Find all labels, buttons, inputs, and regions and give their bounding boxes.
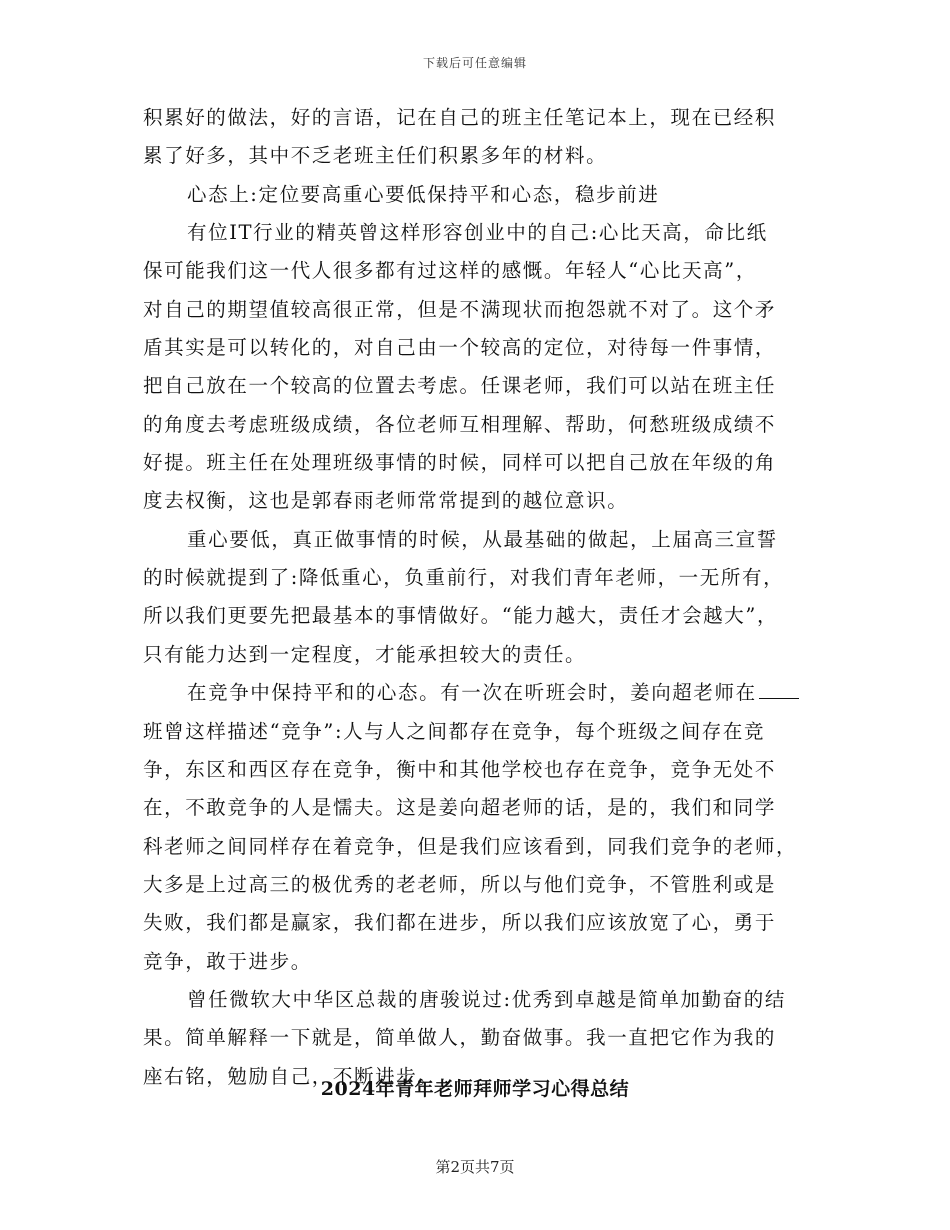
text-line xyxy=(143,521,807,559)
text-line xyxy=(143,329,807,367)
text-line xyxy=(143,789,807,827)
text-line xyxy=(143,176,807,214)
text-line-content: 曾任微软大中华区总裁的唐骏说过:优秀到卓越是简单加勤奋的结 xyxy=(187,987,786,1011)
text-line-content: 心态上:定位要高重心要低保持平和心态，稳步前进 xyxy=(187,182,660,206)
text-line-content: 重心要低，真正做事情的时候，从最基础的做起，上届高三宣誓 xyxy=(187,527,778,551)
text-line-content: 的时候就提到了:降低重心，负重前行，对我们青年老师，一无所有， xyxy=(143,566,785,590)
text-line-content: 竞争，敢于进步。 xyxy=(143,949,312,973)
text-line-content: 度去权衡，这也是郭春雨老师常常提到的越位意识。 xyxy=(143,489,629,513)
text-line xyxy=(143,214,807,252)
text-line xyxy=(143,597,807,635)
text-line xyxy=(143,99,807,137)
text-line xyxy=(143,444,807,482)
text-line-content: 的角度去考虑班级成绩，各位老师互相理解、帮助，何愁班级成绩不 xyxy=(143,412,777,436)
text-line xyxy=(143,674,807,712)
body-text xyxy=(143,99,807,1096)
text-line-content: 把自己放在一个较高的位置去考虑。任课老师，我们可以站在班主任 xyxy=(143,374,777,398)
text-line xyxy=(143,291,807,329)
text-line-content: 保可能我们这一代人很多都有过这样的感慨。年轻人“心比天高”， xyxy=(143,259,757,283)
text-line-content: 只有能力达到一定程度，才能承担较大的责任。 xyxy=(143,642,587,666)
text-line xyxy=(143,367,807,405)
header-note: 下载后可任意编辑 xyxy=(422,56,527,70)
text-line-content: 大多是上过高三的极优秀的老老师，所以与他们竞争，不管胜利或是 xyxy=(143,872,777,896)
text-line xyxy=(143,751,807,789)
text-line-content: 累了好多，其中不乏老班主任们积累多年的材料。 xyxy=(143,144,608,168)
text-line xyxy=(143,904,807,942)
text-line-content: 失败，我们都是赢家，我们都在进步，所以我们应该放宽了心，勇于 xyxy=(143,911,777,935)
text-line-content: 班曾这样描述“竞争”:人与人之间都存在竞争，每个班级之间存在竞 xyxy=(143,719,766,743)
text-line-content: 所以我们更要先把最基本的事情做好。“能力越大，责任才会越大”， xyxy=(143,604,779,628)
text-line xyxy=(143,559,807,597)
text-line xyxy=(143,252,807,290)
text-line-content: 在，不敢竞争的人是懦夫。这是姜向超老师的话，是的，我们和同学 xyxy=(143,796,777,820)
text-line xyxy=(143,406,807,444)
text-line-content: 果。简单解释一下就是，简单做人，勤奋做事。我一直把它作为我的 xyxy=(143,1026,777,1050)
page-number: 第2页共7页 xyxy=(435,1158,515,1176)
text-line-content: 在竞争中保持平和的心态。有一次在听班会时，姜向超老师在 xyxy=(187,681,757,705)
text-line xyxy=(143,981,807,1019)
fill-in-blank xyxy=(759,678,799,699)
text-line xyxy=(143,713,807,751)
text-line xyxy=(143,866,807,904)
text-line-content: 对自己的期望值较高很正常，但是不满现状而抱怨就不对了。这个矛 xyxy=(143,297,777,321)
text-line xyxy=(143,1019,807,1057)
text-line-content: 座右铭，勉励自己，不断进步。 xyxy=(143,1064,439,1088)
text-line xyxy=(143,137,807,175)
text-line-content: 好提。班主任在处理班级事情的时候，同样可以把自己放在年级的角 xyxy=(143,451,777,475)
section-title: 2024年青年老师拜师学习心得总结 xyxy=(320,1078,630,1100)
text-line-content: 盾其实是可以转化的，对自己由一个较高的定位，对待每一件事情， xyxy=(143,336,777,360)
text-line xyxy=(143,828,807,866)
text-line-content: 争，东区和西区存在竞争，衡中和其他学校也存在竞争，竞争无处不 xyxy=(143,757,777,781)
text-line xyxy=(143,636,807,674)
text-line-content: 科老师之间同样存在着竞争，但是我们应该看到，同我们竞争的老师， xyxy=(143,834,798,858)
text-line-content: 有位IT行业的精英曾这样形容创业中的自己:心比天高，命比纸 xyxy=(187,221,768,245)
text-line-content: 积累好的做法，好的言语，记在自己的班主任笔记本上，现在已经积 xyxy=(143,106,777,129)
text-line xyxy=(143,943,807,981)
text-line xyxy=(143,482,807,520)
